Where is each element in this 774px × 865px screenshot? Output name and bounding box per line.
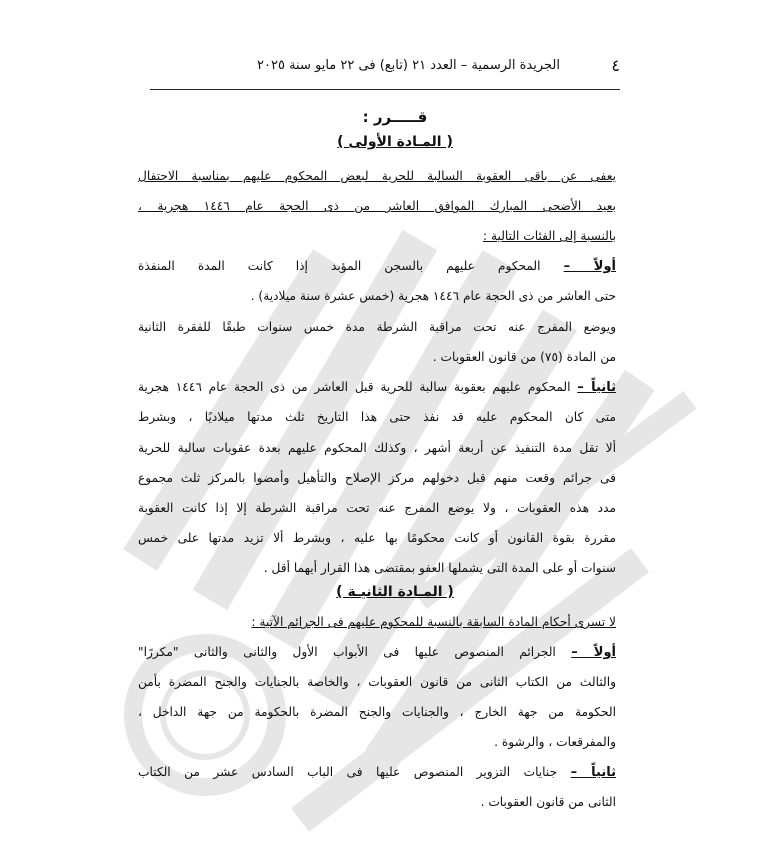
article-2-line: والمفرقعات ، والرشوة . — [494, 735, 616, 749]
article-1-line: من المادة (٧٥) من قانون العقوبات . — [432, 350, 616, 364]
article-1-line: متى كان المحكوم عليه قد نفذ حتى هذا التاريخ ثلث مدتها ميلاديًا ، وبشرط — [138, 410, 616, 424]
article-1-line: بالنسبة إلى الفئات التالية : — [483, 229, 616, 243]
article-2-intro: لا تسرى أحكام المادة السابقة بالنسبة للمحكوم عليهم فى الجرائم الآتية : — [251, 615, 616, 629]
article-2-heading: ( المـادة الثانيـة ) — [336, 584, 454, 600]
page-header — [150, 54, 620, 84]
article-1-line: يعفى عن باقى العقوبة السالبة للحرية لبعض المحكوم عليهم بمناسبة الاحتفال — [138, 169, 616, 183]
article-1-line: مقررة بقوة القانون أو كانت محكومًا بها عليه ، وبشرط ألا تزيد مدتها على خمس — [138, 531, 616, 545]
item-label: ثانياً – — [570, 765, 616, 780]
article-2-line: الثانى من قانون العقوبات . — [480, 795, 616, 809]
article-1-line: ألا تقل مدة التنفيذ عن أربعة أشهر ، وكذلك المحكوم عليهم بعدة عقوبات سالبة للحرية — [138, 441, 616, 455]
article-2-line: الحكومة من جهة الخارج ، والجنايات والجنح المضرة بالحكومة من جهة الداخل ، — [138, 705, 616, 719]
article-1-heading: ( المـادة الأولى ) — [337, 134, 453, 150]
article-1-line: مدد هذه العقوبات ، ولا يوضع المفرج عنه تحت مراقبة الشرطة إلا إذا كانت العقوبة — [138, 501, 616, 515]
article-2-line: والثالث من الكتاب الثانى من قانون العقوبات ، والخاصة بالجنايات والجنح المضرة بأمن — [138, 675, 616, 689]
article-2-first-item: أولاً – الجرائم المنصوص عليها فى الأبواب الأول والثانى والثانى "مكررًا" — [138, 645, 616, 660]
article-1-line: فى جرائم وقعت منهم قبل دخولهم مركز الإصلاح والتأهيل وأمضوا بالمركز ثلث مجموع — [138, 471, 616, 485]
article-1-line: ويوضع المفرج عنه تحت مراقبة الشرطة مدة خمس سنوات طبقًا للفقرة الثانية — [138, 320, 616, 334]
article-1-first-item: أولاً – المحكوم عليهم بالسجن المؤبد إذا كانت المدة المنفذة — [138, 259, 616, 274]
article-1-line: بعيد الأضحى المبارك الموافق العاشر من ذى الحجة عام ١٤٤٦ هجرية ، — [138, 199, 616, 213]
item-label: ثانياً – — [577, 380, 616, 395]
article-1-line: سنوات أو على المدة التى يشملها العفو بمقتضى هذا القرار أيهما أقل . — [263, 561, 616, 575]
page-number: ٤ — [611, 56, 620, 75]
gazette-title: الجريدة الرسمية – العدد ٢١ (تابع) فى ٢٢ مايو سنة ٢٠٢٥ — [257, 58, 560, 73]
article-1-second-item: ثانياً – المحكوم عليهم بعقوبة سالبة للحرية قبل العاشر من ذى الحجة عام ١٤٤٦ هجرية — [138, 380, 616, 395]
article-2-second-item: ثانياً – جنايات التزوير المنصوص عليها فى الباب السادس عشر من الكتاب — [138, 765, 616, 780]
item-label: أولاً – — [563, 259, 616, 274]
item-label: أولاً – — [571, 645, 616, 660]
decision-word: قـــــرر : — [362, 108, 428, 126]
header-rule — [150, 89, 620, 90]
article-1-line: حتى العاشر من ذى الحجة عام ١٤٤٦ هجرية (خمس عشرة سنة ميلادية) . — [250, 289, 616, 303]
